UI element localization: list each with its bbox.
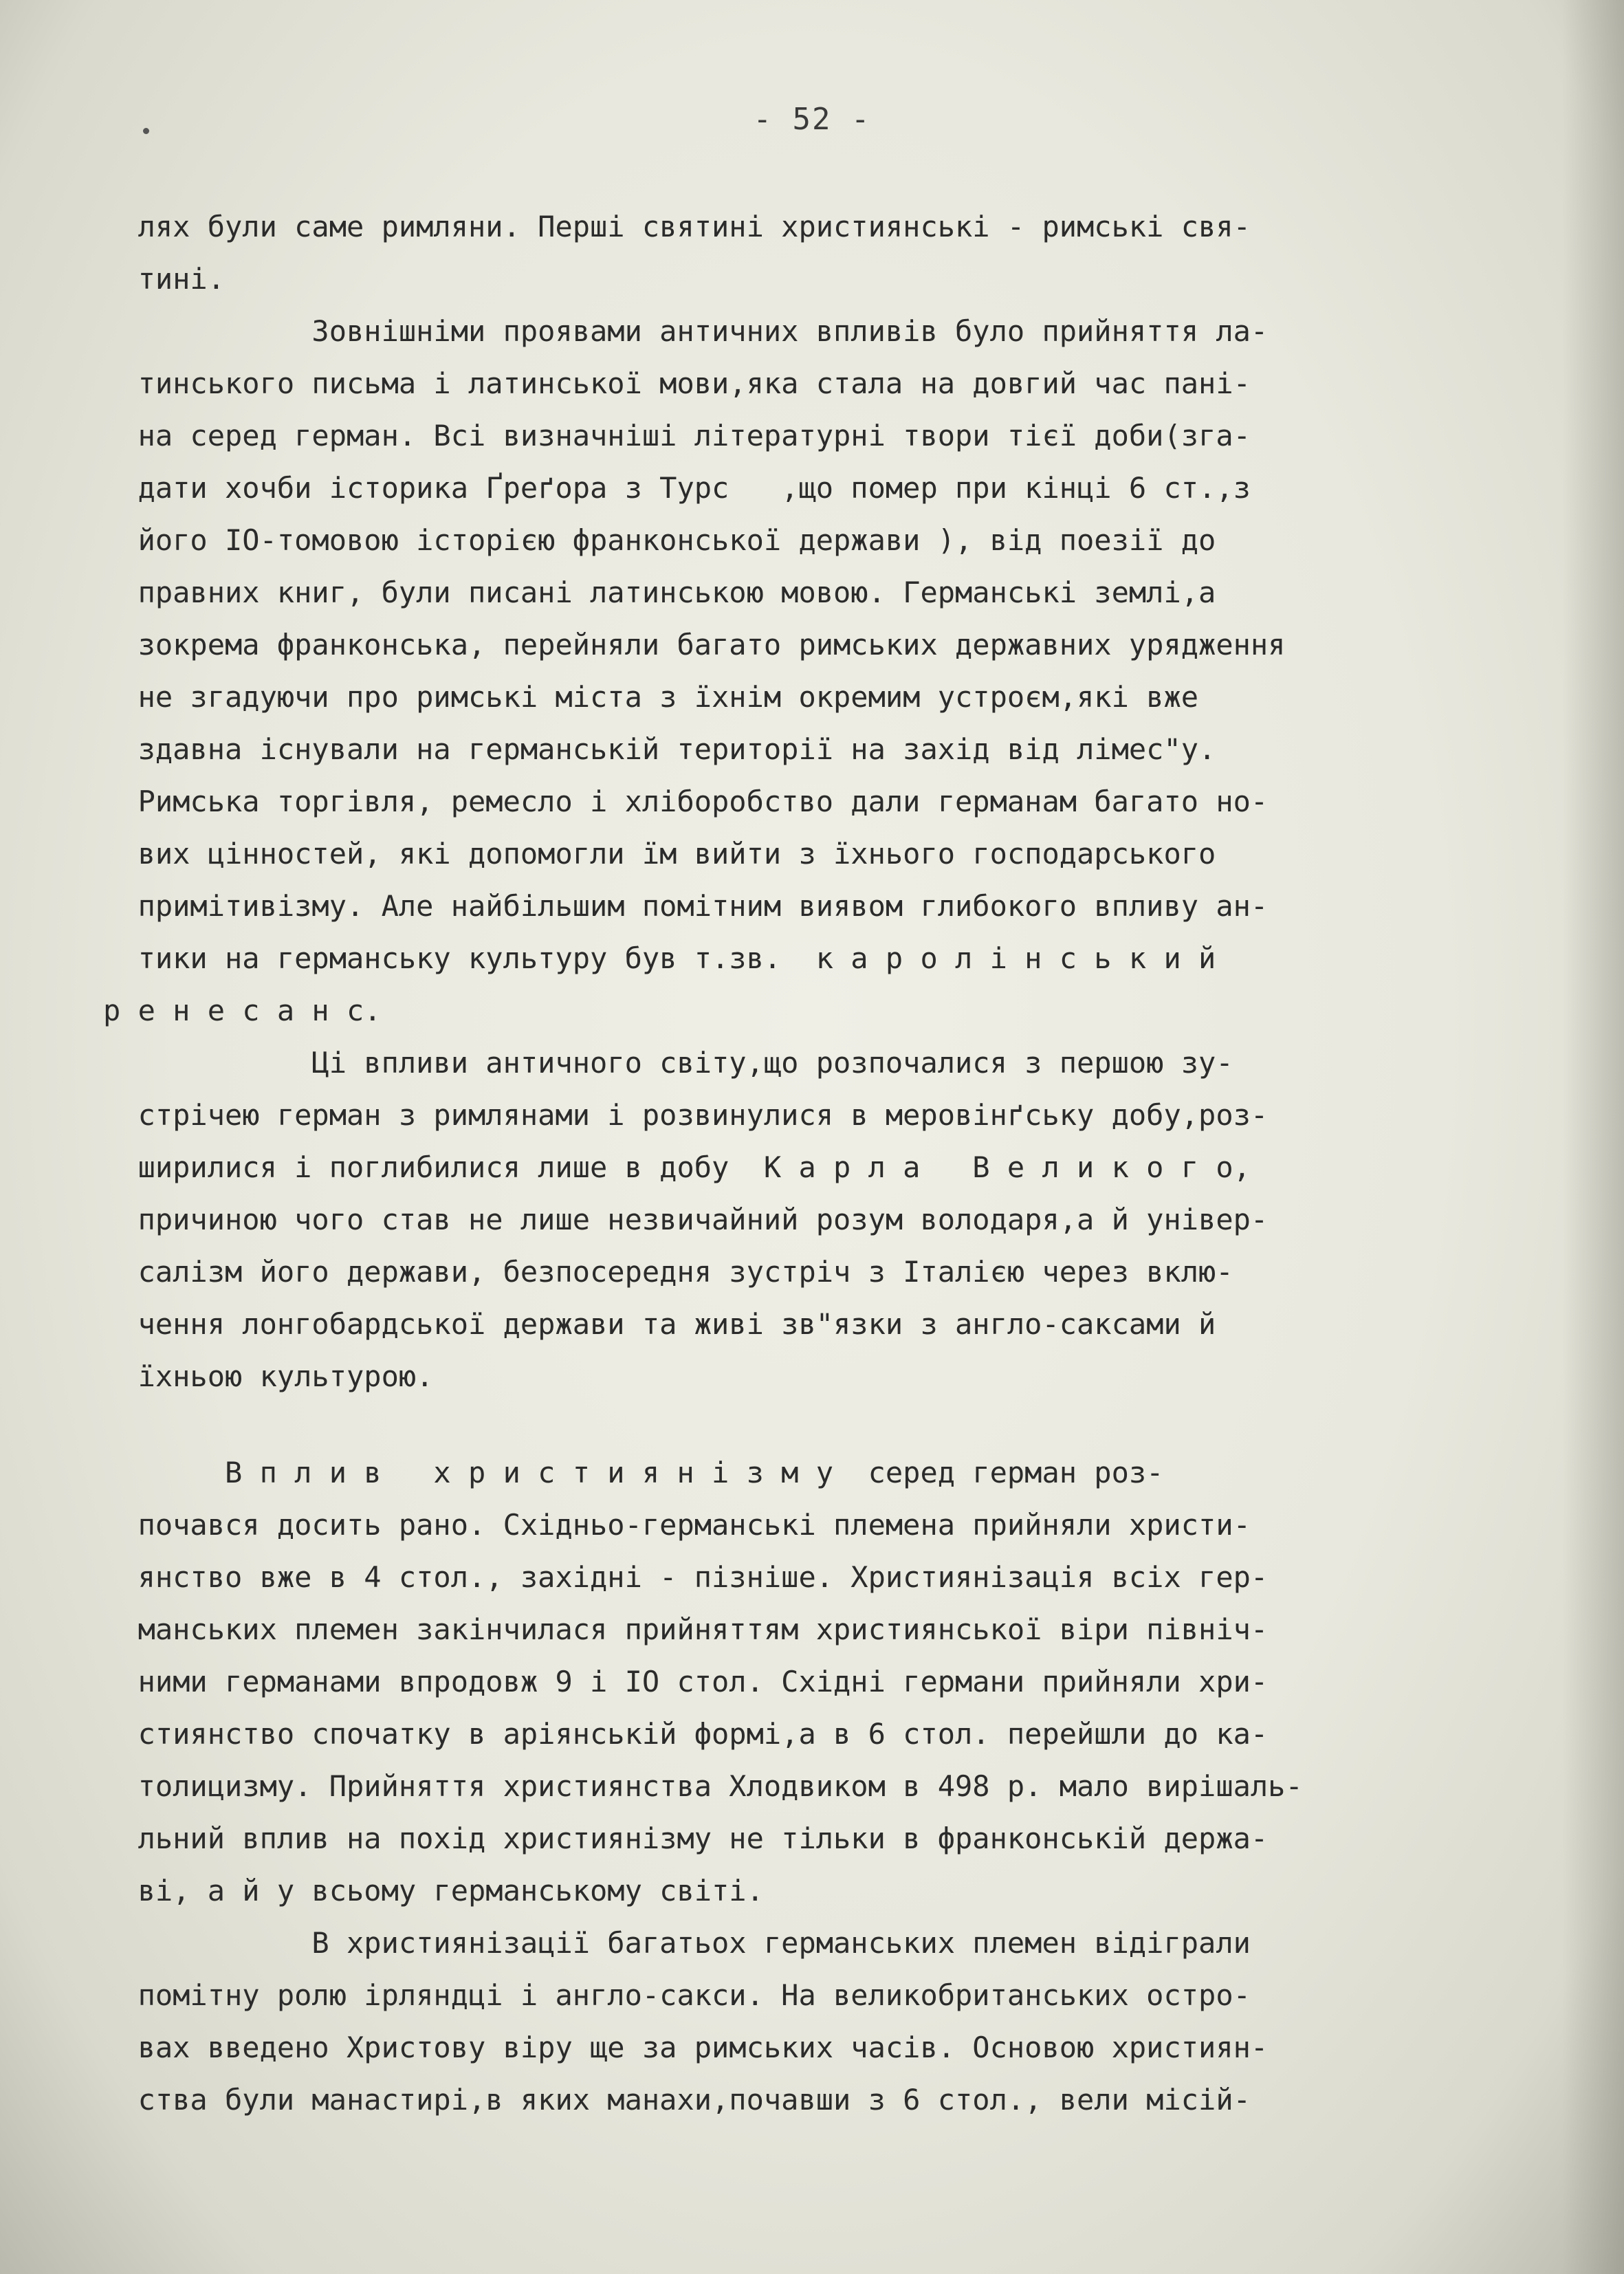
text-line: причиною чого став не лише незвичайний розум володаря,а й універ- <box>103 1203 1269 1236</box>
text-line: вих цінностей, які допомогли їм вийти з їхнього господарського <box>103 837 1216 871</box>
text-line: правних книг, були писані латинською мовою. Германські землі,а <box>103 576 1216 609</box>
text-line <box>103 1403 1609 1447</box>
text-line: ві, а й у всьому германському світі. <box>103 1874 764 1907</box>
text-line: р е н е с а н с. <box>103 994 382 1027</box>
text-line: почався досить рано. Східньо-германські племена прийняли христи- <box>103 1508 1251 1542</box>
text-line: ширилися і поглибилися лише в добу К а р л а В е л и к о г о, <box>103 1150 1251 1184</box>
text-line: здавна існували на германській території на захід від лімес"у. <box>103 732 1216 766</box>
text-line: на серед герман. Всі визначніші літературні твори тієї доби(зга- <box>103 419 1251 452</box>
text-line: вах введено Христову віру ще за римських часів. Основою християн- <box>103 2031 1269 2064</box>
text-line: зокрема франконська, перейняли багато римських державних урядження <box>103 628 1286 662</box>
text-line: їхньою культурою. <box>103 1359 434 1393</box>
text-line: салізм його держави, безпосередня зустріч з Італією через вклю- <box>103 1255 1233 1289</box>
text-line: лях були саме римляни. Перші святині християнські - римські свя- <box>103 210 1251 243</box>
text-line: стрічею герман з римлянами і розвинулися в меровінґську добу,роз- <box>103 1098 1269 1132</box>
text-line: тики на германську культуру був т.зв. к а р о л і н с ь к и й <box>103 941 1216 975</box>
text-line: примітивізму. Але найбільшим помітним виявом глибокого впливу ан- <box>103 889 1269 923</box>
text-line: В християнізації багатьох германських племен відіграли <box>103 1926 1251 1960</box>
text-line: толицизму. Прийняття християнства Хлодвиком в 498 р. мало вирішаль- <box>103 1769 1303 1803</box>
text-line: ними германами впродовж 9 і IO стол. Східні германи прийняли хри- <box>103 1665 1269 1698</box>
text-line: тині. <box>103 262 226 296</box>
text-line: помітну ролю ірляндці і англо-сакси. На великобританських остро- <box>103 1978 1251 2012</box>
text-line: його IO-томовою історією франконської держави ), від поезії до <box>103 523 1216 557</box>
text-line: тинського письма і латинської мови,яка стала на довгий час пані- <box>103 367 1251 400</box>
text-line: янство вже в 4 стол., західні - пізніше. Християнізація всіх гер- <box>103 1560 1269 1594</box>
page-number: - 52 - <box>753 102 871 137</box>
text-line: стиянство спочатку в аріянській формі,а в 6 стол. перейшли до ка- <box>103 1717 1269 1751</box>
text-line: льний вплив на похід християнізму не тільки в франконській держа- <box>103 1822 1269 1855</box>
text-line: не згадуючи про римські міста з їхнім окремим устроєм,які вже <box>103 680 1199 714</box>
text-line: манських племен закінчилася прийняттям християнської віри північ- <box>103 1612 1269 1646</box>
text-line: Зовнішніми проявами античних впливів було прийняття ла- <box>103 314 1269 348</box>
text-line: ства були манастирі,в яких манахи,почавши з 6 стол., вели місій- <box>103 2083 1251 2117</box>
text-line: В п л и в х р и с т и я н і з м у серед герман роз- <box>103 1456 1164 1489</box>
text-line: Римська торгівля, ремесло і хліборобство дали германам багато но- <box>103 785 1269 818</box>
text-line: Ці впливи античного світу,що розпочалися з першою зу- <box>103 1046 1233 1080</box>
text-line: чення лонгобардської держави та живі зв"язки з англо-саксами й <box>103 1307 1216 1341</box>
text-line: дати хочби історика Ґреґора з Турс ,що помер при кінці 6 ст.,з <box>103 471 1251 505</box>
body-text <box>103 201 1609 2126</box>
